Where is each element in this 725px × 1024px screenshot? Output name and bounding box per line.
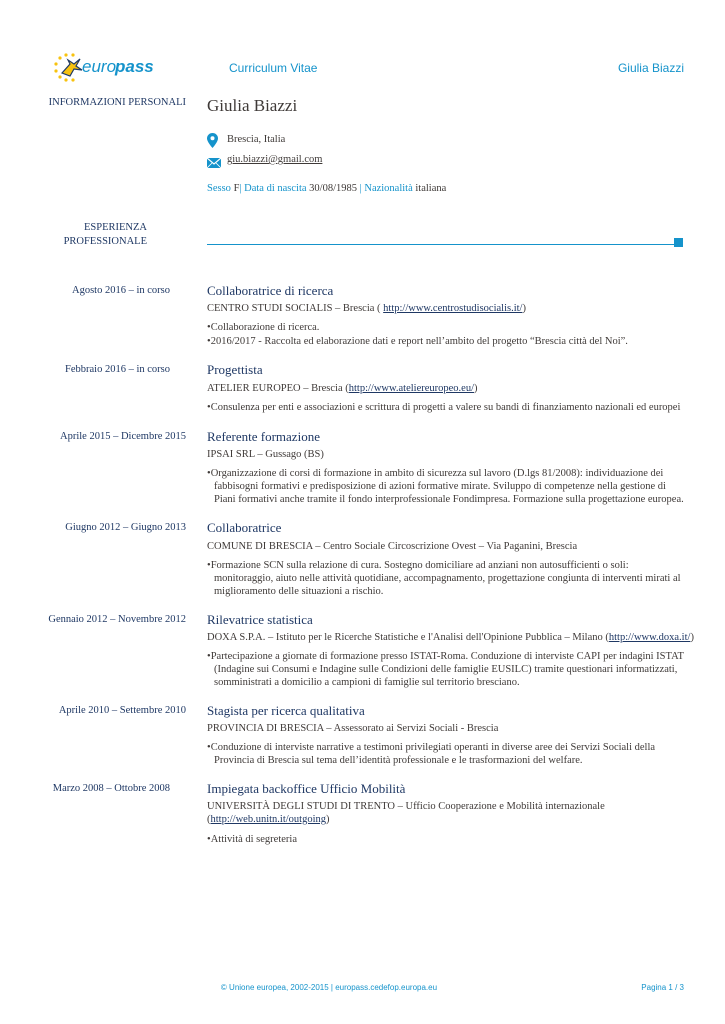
- entry-bullets: [207, 559, 685, 599]
- sex-label: Sesso: [207, 183, 231, 194]
- bullet-item: • Formazione SCN sulla relazione di cura. Sostegno domiciliare ad anziani non autosufficienti o soli: monitoraggio, aiuto nelle attività quotidiane, accompagnamento, progettazione congiunta di interventi mirati al miglioramento delle situazioni a rischio.: [207, 559, 685, 598]
- org-link-line: [207, 813, 605, 826]
- entry-organization: [207, 631, 694, 644]
- section-label-line1: ESPERIENZA: [84, 222, 147, 233]
- entry-organization: [207, 382, 478, 395]
- org-link[interactable]: http://www.doxa.it/: [608, 632, 691, 643]
- org-text-end: ): [522, 303, 526, 314]
- header-name: Giulia Biazzi: [617, 61, 684, 75]
- logo-text-pass: pass: [115, 57, 154, 76]
- entry-organization: COMUNE DI BRESCIA – Centro Sociale Circoscrizione Ovest – Via Paganini, Brescia: [207, 541, 578, 552]
- entry-bullets: [207, 467, 685, 507]
- entry-bullets: [207, 401, 685, 415]
- entry-date: Giugno 2012 – Giugno 2013: [65, 522, 186, 533]
- org-text: DOXA S.P.A. – Istituto per le Ricerche Statistiche e l'Analisi dell'Opinione Pubblica – Milano (: [207, 632, 609, 643]
- location-pin-icon: [207, 133, 218, 153]
- entry-date: Febbraio 2016 – in corso: [65, 364, 170, 375]
- document-title: Curriculum Vitae: [229, 61, 318, 75]
- org-link[interactable]: http://web.unitn.it/outgoing: [210, 814, 326, 825]
- birth-label: Data di nascita: [244, 183, 307, 194]
- footer-page-number: Pagina 1 / 3: [641, 983, 684, 992]
- entry-date: Agosto 2016 – in corso: [72, 285, 170, 296]
- nationality-label: Nazionalità: [364, 183, 413, 194]
- entry-bullets: [207, 741, 685, 768]
- entry-date: Marzo 2008 – Ottobre 2008: [52, 783, 170, 794]
- entry-date: Aprile 2015 – Dicembre 2015: [60, 431, 186, 442]
- section-divider-square: [674, 238, 683, 247]
- sex-value: F: [233, 183, 240, 194]
- person-name: Giulia Biazzi: [207, 96, 298, 115]
- bullet-item: • Partecipazione a giornate di formazione presso ISTAT-Roma. Conduzione di interviste CAPI per indagini ISTAT (Indagine sui Consumi e Indagine sulle Condizioni delle famiglie EUSILC) tramite questionari informatizzati, somministrati a domicilio a campioni di famiglie sul territorio bresciano.: [207, 650, 685, 689]
- org-text: ATELIER EUROPEO – Brescia (: [207, 383, 349, 394]
- bullet-item: • Consulenza per enti e associazioni e scrittura di progetti a valere su bandi di finanziamento nazionali ed europei: [207, 401, 685, 414]
- entry-title: Progettista: [207, 362, 263, 377]
- email-link[interactable]: giu.biazzi@gmail.com: [227, 154, 323, 165]
- bullet-item: • Collaborazione di ricerca.: [207, 321, 685, 334]
- entry-organization: [207, 800, 605, 826]
- entry-bullets: [207, 650, 685, 690]
- logo-text-euro: euro: [82, 57, 117, 76]
- section-divider: [207, 244, 674, 245]
- entry-title: Collaboratrice: [207, 520, 282, 535]
- entry-date: Gennaio 2012 – Novembre 2012: [48, 614, 186, 625]
- email-envelope-icon: [207, 155, 221, 173]
- bullet-item: • 2016/2017 - Raccolta ed elaborazione dati e report nell’ambito del progetto “Brescia città del Noi”.: [207, 335, 685, 348]
- footer-copyright: © Unione europea, 2002-2015 | europass.cedefop.europa.eu: [220, 983, 438, 992]
- entry-date: Aprile 2010 – Settembre 2010: [58, 705, 186, 716]
- nationality-value: italiana: [415, 183, 447, 194]
- bullet-item: • Attività di segreteria: [207, 833, 685, 846]
- section-label-line2: PROFESSIONALE: [63, 236, 147, 247]
- section-label: [0, 221, 147, 249]
- org-link[interactable]: http://www.ateliereuropeo.eu/: [348, 383, 475, 394]
- bullet-item: • Organizzazione di corsi di formazione in ambito di sicurezza sul lavoro (D.lgs 81/2008): individuazione dei fabbisogni formativi e predisposizione di azioni formative mirate. Sviluppo di competenze nella gestione di Piani formativi anche tramite il fondo interprofessionale Fondimpresa. Formazione sulla progettazione europea.: [207, 467, 685, 506]
- org-text-end: ): [474, 383, 478, 394]
- entry-bullets: [207, 833, 685, 847]
- bullet-item: • Conduzione di interviste narrative a testimoni privilegiati operanti in diverse aree dei Servizi Sociali della Provincia di Brescia sul tema dell’identità professionale e le trasformazioni del welfare.: [207, 741, 685, 767]
- org-paren-end: ): [326, 814, 330, 825]
- entry-organization: IPSAI SRL – Gussago (BS): [207, 449, 324, 460]
- entry-title: Stagista per ricerca qualitativa: [207, 703, 365, 718]
- entry-title: Impiegata backoffice Ufficio Mobilità: [207, 781, 406, 796]
- org-text: CENTRO STUDI SOCIALIS – Brescia (: [207, 303, 384, 314]
- entry-organization: [207, 302, 526, 315]
- org-text: UNIVERSITÀ DEGLI STUDI DI TRENTO – Ufficio Cooperazione e Mobilità internazionale: [207, 801, 605, 812]
- entry-title: Referente formazione: [207, 429, 320, 444]
- separator: |: [239, 183, 242, 194]
- entry-title: Rilevatrice statistica: [207, 612, 313, 627]
- personal-details-line: [207, 183, 446, 194]
- separator: |: [359, 183, 362, 194]
- org-text-end: ): [690, 632, 694, 643]
- europass-logo: [50, 50, 160, 86]
- personal-info-label: INFORMAZIONI PERSONALI: [48, 97, 186, 108]
- org-link[interactable]: http://www.centrostudisocialis.it/: [383, 303, 523, 314]
- entry-organization: PROVINCIA DI BRESCIA – Assessorato ai Servizi Sociali - Brescia: [207, 723, 499, 734]
- birth-value: 30/08/1985: [309, 183, 357, 194]
- entry-bullets: [207, 321, 685, 349]
- org-paren: (: [207, 814, 211, 825]
- location-text: Brescia, Italia: [227, 134, 286, 145]
- entry-title: Collaboratrice di ricerca: [207, 283, 334, 298]
